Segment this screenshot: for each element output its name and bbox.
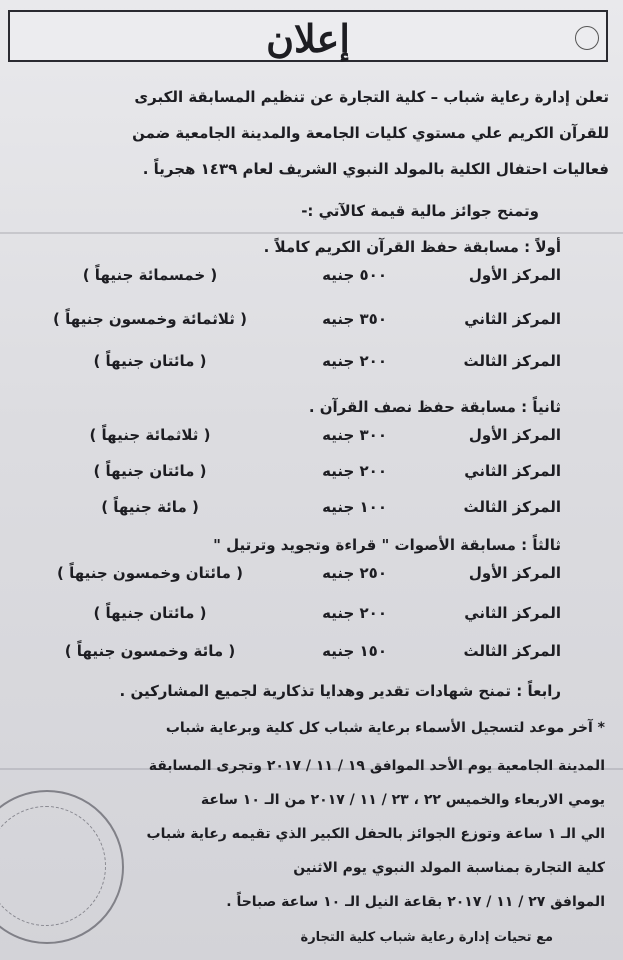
prize-amount: ٢٥٠ جنيه	[322, 564, 387, 582]
prize-amount: ٥٠٠ جنيه	[322, 266, 387, 284]
prize-amount-words: ( مائتان وخمسون جنيهاً )	[57, 564, 243, 582]
notice-line: * آخر موعد لتسجيل الأسماء برعاية شباب كل كلية وبرعاية شباب	[165, 720, 605, 736]
prize-rank: المركز الثاني	[464, 310, 561, 328]
prize-amount-words: ( مائتان جنيهاً )	[93, 462, 207, 480]
prize-rank: المركز الثاني	[464, 604, 561, 622]
prize-rank: المركز الأول	[468, 266, 561, 284]
prize-amount-words: ( ثلاثمائة جنيهاً )	[89, 426, 211, 444]
title-box	[8, 10, 608, 62]
notice-line: الموافق ٢٧ / ١١ / ٢٠١٧ بقاعة النيل الـ ١٠ ساعة صباحاً .	[226, 894, 605, 910]
intro-line: تعلن إدارة رعاية شباب – كلية التجارة عن تنظيم المسابقة الكبرى	[134, 88, 609, 106]
notice-line: كلية التجارة بمناسبة المولد النبوي يوم الاثنين	[293, 860, 605, 876]
page-title: إعلان	[266, 16, 350, 61]
prize-row	[0, 498, 623, 524]
prize-amount-words: ( مائتان جنيهاً )	[93, 352, 207, 370]
notice-line: يومي الاربعاء والخميس ٢٢ ، ٢٣ / ١١ / ٢٠١٧ من الـ ١٠ ساعة	[200, 792, 605, 808]
prize-row	[0, 604, 623, 630]
fourth-item: رابعاً : تمنح شهادات تقدير وهدايا تذكارية لجميع المشاركين .	[119, 682, 561, 700]
college-logo-icon	[575, 26, 599, 50]
prize-row	[0, 462, 623, 488]
closing-line: مع تحيات إدارة رعاية شباب كلية التجارة	[300, 930, 553, 945]
prize-row	[0, 426, 623, 452]
prize-row	[0, 352, 623, 378]
prize-amount: ٢٠٠ جنيه	[322, 462, 387, 480]
prize-amount: ١٠٠ جنيه	[322, 498, 387, 516]
prize-amount-words: ( مائة جنيهاً )	[101, 498, 199, 516]
prize-rank: المركز الأول	[468, 426, 561, 444]
prize-amount-words: ( خمسمائة جنيهاً )	[82, 266, 218, 284]
prize-row	[0, 310, 623, 336]
prize-row	[0, 266, 623, 292]
prize-rank: المركز الثالث	[463, 498, 561, 516]
prizes-intro: وتمنح جوائز مالية قيمة كالآتي :-	[301, 202, 539, 220]
prize-row	[0, 564, 623, 590]
prize-amount-words: ( مائتان جنيهاً )	[93, 604, 207, 622]
paper-fold	[0, 232, 623, 234]
section-heading: ثانياً : مسابقة حفظ نصف القرآن .	[308, 398, 561, 416]
notice-line: الي الـ ١ ساعة وتوزع الجوائز بالحفل الكبير الذي تقيمه رعاية شباب	[146, 826, 605, 842]
section-heading: أولاً : مسابقة حفظ القرآن الكريم كاملاً .	[263, 238, 561, 256]
prize-amount: ٢٠٠ جنيه	[322, 604, 387, 622]
official-stamp	[0, 790, 124, 944]
prize-amount: ٢٠٠ جنيه	[322, 352, 387, 370]
notice-line: المدينة الجامعية يوم الأحد الموافق ١٩ / ١١ / ٢٠١٧ وتجرى المسابقة	[148, 758, 605, 774]
prize-amount: ٣٠٠ جنيه	[322, 426, 387, 444]
prize-rank: المركز الثالث	[463, 352, 561, 370]
intro-line: فعاليات احتفال الكلية بالمولد النبوي الشريف لعام ١٤٣٩ هجرياً .	[142, 160, 609, 178]
prize-amount: ١٥٠ جنيه	[322, 642, 387, 660]
prize-rank: المركز الثالث	[463, 642, 561, 660]
prize-amount: ٣٥٠ جنيه	[322, 310, 387, 328]
prize-amount-words: ( مائة وخمسون جنيهاً )	[64, 642, 236, 660]
prize-rank: المركز الأول	[468, 564, 561, 582]
prize-row	[0, 642, 623, 668]
prize-rank: المركز الثاني	[464, 462, 561, 480]
intro-line: للقرآن الكريم علي مستوي كليات الجامعة والمدينة الجامعية ضمن	[132, 124, 609, 142]
prize-amount-words: ( ثلاثمائة وخمسون جنيهاً )	[53, 310, 247, 328]
section-heading: ثالثاً : مسابقة الأصوات " قراءة وتجويد وترتيل "	[213, 536, 561, 554]
